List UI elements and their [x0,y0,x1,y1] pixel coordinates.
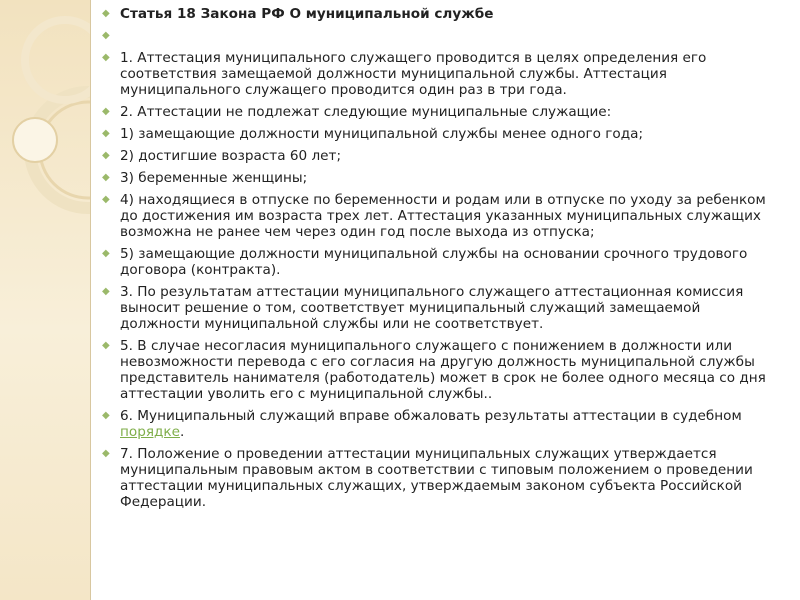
diamond-bullet-icon: ◆ [102,248,110,259]
list-item [102,246,780,278]
court-procedure-link[interactable]: порядке [120,424,180,440]
bullet-list [102,6,780,510]
list-item [102,408,780,440]
paragraph-2-3: 3) беременные женщины; [120,170,308,186]
paragraph-2-4: 4) находящиеся в отпуске по беременности и родам или в отпуске по уходу за ребенком до достижения им возраста трех лет. Аттестация указанных муниципальных служащих возможна не ранее чем через один год после выхода из отпуска; [120,192,766,240]
list-item [102,338,780,402]
diamond-bullet-icon: ◆ [102,30,110,41]
decorative-circles-icon [0,0,90,600]
list-item [102,284,780,332]
diamond-bullet-icon: ◆ [102,52,110,63]
list-item [102,50,780,98]
list-item [102,104,780,120]
diamond-bullet-icon: ◆ [102,410,110,421]
list-item [102,148,780,164]
diamond-bullet-icon: ◆ [102,340,110,351]
decorative-side-panel [0,0,91,600]
diamond-bullet-icon: ◆ [102,150,110,161]
paragraph-5: 5. В случае несогласия муниципального служащего с понижением в должности или невозможности перевода с его согласия на другую должность муниципальной службы представитель нанимателя (работодатель) может в срок не более одного месяца со дня аттестации уволить его с муниципальной службы.. [120,338,766,402]
paragraph-1: 1. Аттестация муниципального служащего проводится в целях определения его соответствия замещаемой должности муниципальной службы. Аттестация муниципального служащего проводится один раз в три года. [120,50,707,98]
empty-list-item [102,28,780,44]
diamond-bullet-icon: ◆ [102,8,110,19]
paragraph-3: 3. По результатам аттестации муниципального служащего аттестационная комиссия выносит решение о том, соответствует муниципальный служащий замещаемой должности муниципальной службы или не соответствует. [120,284,744,332]
diamond-bullet-icon: ◆ [102,172,110,183]
document-title: Статья 18 Закона РФ О муниципальной службе [120,6,494,22]
list-item [102,446,780,510]
paragraph-6-suffix: . [179,424,185,440]
document-title-item [102,6,780,22]
paragraph-6-text: 6. Муниципальный служащий вправе обжаловать результаты аттестации в судебном [120,408,742,424]
list-item [102,192,780,240]
diamond-bullet-icon: ◆ [102,194,110,205]
paragraph-2: 2. Аттестации не подлежат следующие муниципальные служащие: [120,104,612,120]
diamond-bullet-icon: ◆ [102,128,110,139]
diamond-bullet-icon: ◆ [102,448,110,459]
diamond-bullet-icon: ◆ [102,286,110,297]
diamond-bullet-icon: ◆ [102,106,110,117]
list-item [102,170,780,186]
list-item [102,126,780,142]
paragraph-2-5: 5) замещающие должности муниципальной службы на основании срочного трудового договора (контракта). [120,246,748,278]
document-content [102,6,780,516]
paragraph-2-1: 1) замещающие должности муниципальной службы менее одного года; [120,126,644,142]
paragraph-2-2: 2) достигшие возраста 60 лет; [120,148,342,164]
paragraph-7: 7. Положение о проведении аттестации муниципальных служащих утверждается муниципальным правовым актом в соответствии с типовым положением о проведении аттестации муниципальных служащих, утверждаемым законом субъекта Российской Федерации. [120,446,753,510]
